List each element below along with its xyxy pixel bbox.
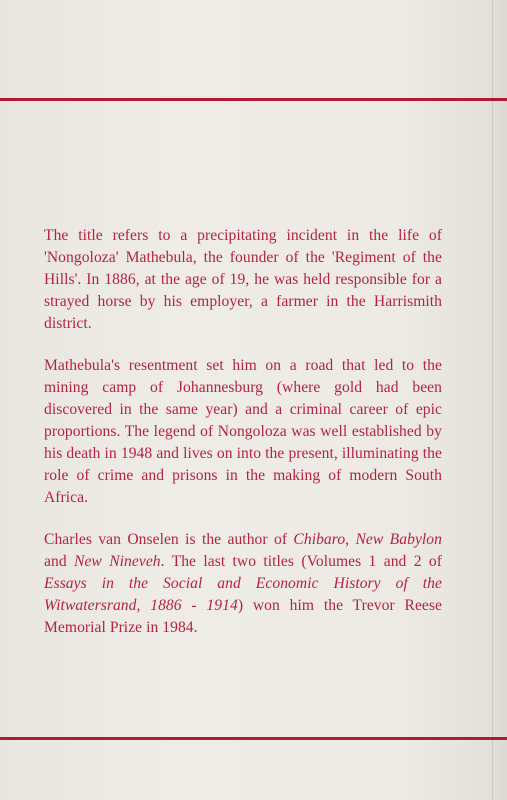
- book-title-new-nineveh: New Nineveh: [74, 553, 161, 570]
- blurb-paragraph-nongoloza-legend: Mathebula's resentment set him on a road that led to the mining camp of Johannesburg (where gold had been discovered in the same year) and a criminal career of epic proportions. The legend of Nongoloza was well established by his death in 1948 and lives on into the present, illuminating the role of crime and prisons in the making of modern South Africa.: [44, 357, 442, 506]
- spine-edge: [492, 0, 493, 800]
- author-bio-mid: . The last two titles (Volumes 1 and 2 of: [160, 553, 442, 570]
- author-bio-sep1: ,: [345, 531, 356, 548]
- bottom-rule: [0, 737, 507, 740]
- blurb-paragraph-title-origin: The title refers to a precipitating incident in the life of 'Nongoloza' Mathebula, the founder of the 'Regiment of the Hills'. In 1886, at the age of 19, he was held responsible for a strayed horse by his employer, a farmer in the Harrismith district.: [44, 227, 442, 332]
- author-bio-lead: Charles van Onselen is the author of: [44, 531, 294, 548]
- author-bio-sep2: and: [44, 553, 74, 570]
- book-title-new-babylon: New Babylon: [355, 531, 442, 548]
- blurb-paragraph-author-bio: [44, 529, 442, 639]
- top-rule: [0, 98, 507, 101]
- author-bio-tail: ) won him the Trevor Reese Memorial Prize in 1984.: [44, 597, 442, 636]
- cover-blurb: [44, 225, 442, 639]
- book-title-chibaro: Chibaro: [293, 531, 346, 548]
- book-title-essays: Essays in the Social and Economic History of the Witwatersrand, 1886 - 1914: [44, 575, 442, 614]
